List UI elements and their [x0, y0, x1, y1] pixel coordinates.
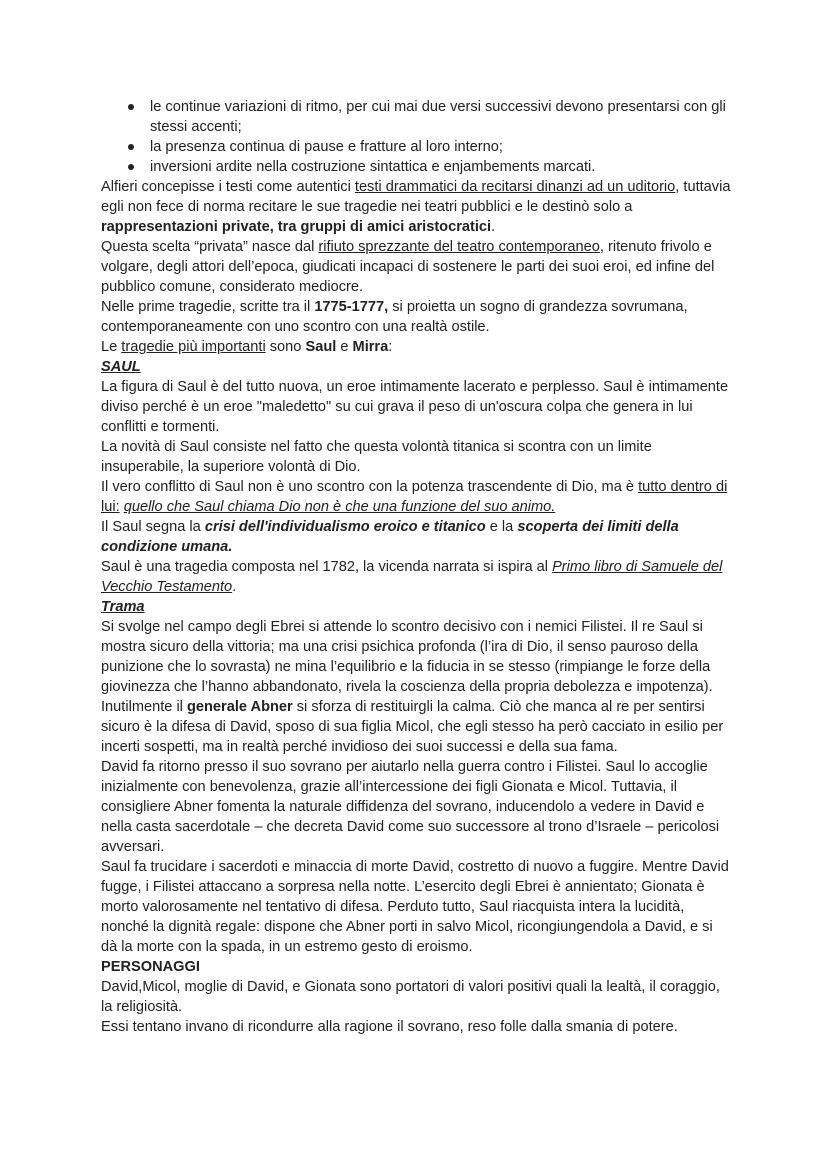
paragraph-personaggi-1: David,Micol, moglie di David, e Gionata sono portatori di valori positivi quali la lealtà, il coraggio, la religiosità.	[101, 979, 720, 1015]
paragraph-prime-tragedie: Nelle prime tragedie, scritte tra il 1775-1777, si proietta un sogno di grandezza sovrumana, contemporaneamente con uno scontro con una realtà ostile.	[101, 299, 688, 335]
paragraph-novita-saul: La novità di Saul consiste nel fatto che questa volontà titanica si scontra con un limite insuperabile, la superiore volontà di Dio.	[101, 439, 652, 475]
heading-trama: Trama	[101, 599, 145, 615]
paragraph-personaggi-2: Essi tentano invano di ricondurre alla ragione il sovrano, reso folle dalla smania di potere.	[101, 1019, 678, 1035]
list-item: inversioni ardite nella costruzione sintattica e enjambements marcati.	[101, 157, 731, 177]
paragraph-trama-3: Saul fa trucidare i sacerdoti e minaccia di morte David, costretto di nuovo a fuggire. Mentre David fugge, i Filistei attaccano a sorpresa nella notte. L’esercito degli Ebrei è annientato; Gionata è morto valorosamente nel tentativo di difesa. Perduto tutto, Saul riacquista intera la lucidità, nonché la dignità regale: dispone che Abner porti in salvo Micol, ricongiungendola a David, e si dà la morte con la spada, in un estremo gesto di eroismo.	[101, 859, 729, 955]
bullet-icon	[128, 144, 134, 150]
paragraph-crisi: Il Saul segna la crisi dell'individualismo eroico e titanico e la scoperta dei limiti della condizione umana.	[101, 519, 679, 555]
bullet-icon	[128, 164, 134, 170]
heading-personaggi: PERSONAGGI	[101, 959, 200, 975]
paragraph-composizione: Saul è una tragedia composta nel 1782, la vicenda narrata si ispira al Primo libro di Samuele del Vecchio Testamento.	[101, 559, 723, 595]
list-item: le continue variazioni di ritmo, per cui mai due versi successivi devono presentarsi con gli stessi accenti;	[101, 97, 731, 137]
heading-saul: SAUL	[101, 359, 141, 375]
paragraph-recitazione: Alfieri concepisse i testi come autentici testi drammatici da recitarsi dinanzi ad un uditorio, tuttavia egli non fece di norma recitare le sue tragedie nei teatri pubblici e le destinò solo a rappresentazioni private, tra gruppi di amici aristocratici.	[101, 179, 731, 235]
document-body	[101, 97, 731, 1037]
bullet-icon	[128, 104, 134, 110]
paragraph-scelta-privata: Questa scelta “privata” nasce dal rifiuto sprezzante del teatro contemporaneo, ritenuto frivolo e volgare, degli attori dell’epoca, giudicati incapaci di sostenere le parti dei suoi eroi, ed infine del pubblico comune, considerato mediocre.	[101, 239, 715, 295]
paragraph-figura-saul: La figura di Saul è del tutto nuova, un eroe intimamente lacerato e perplesso. Saul è intimamente diviso perché è un eroe "maledetto" su cui grava il peso di un'oscura colpa che genera in lui conflitti e tormenti.	[101, 379, 729, 435]
list-item: la presenza continua di pause e fratture al loro interno;	[101, 137, 731, 157]
bullet-list	[101, 97, 731, 177]
paragraph-trama-2: David fa ritorno presso il suo sovrano per aiutarlo nella guerra contro i Filistei. Saul lo accoglie inizialmente con benevolenza, grazie all’intercessione dei figli Gionata e Micol. Tuttavia, il consigliere Abner fomenta la naturale diffidenza del sovrano, inducendolo a vedere in David e nella casta sacerdotale – che decreta David come suo successore al trono d’Israele – pericolosi avversari.	[101, 759, 720, 855]
paragraph-vero-conflitto: Il vero conflitto di Saul non è uno scontro con la potenza trascendente di Dio, ma è tutto dentro di lui: quello che Saul chiama Dio non è che una funzione del suo animo.	[101, 479, 728, 515]
paragraph-tragedie-importanti: Le tragedie più importanti sono Saul e Mirra:	[101, 339, 393, 355]
paragraph-trama-1: Si svolge nel campo degli Ebrei si attende lo scontro decisivo con i nemici Filistei. Il re Saul si mostra sicuro della vittoria; ma una crisi psichica profonda (l’ira di Dio, il senso pauroso della punizione che lo sovrasta) ne mina l’equilibrio e la fiducia in se stesso (rimpiange le forze della giovinezza che l’hanno abbandonato, rivela la coscienza della propria debolezza e impotenza). Inutilmente il generale Abner si sforza di restituirgli la calma. Ciò che manca al re per sentirsi sicuro è la difesa di David, sposo di sua figlia Micol, che egli stesso ha però cacciato in esilio per incerti sospetti, ma in realtà perché invidioso dei suoi successi e della sua fama.	[101, 619, 724, 755]
